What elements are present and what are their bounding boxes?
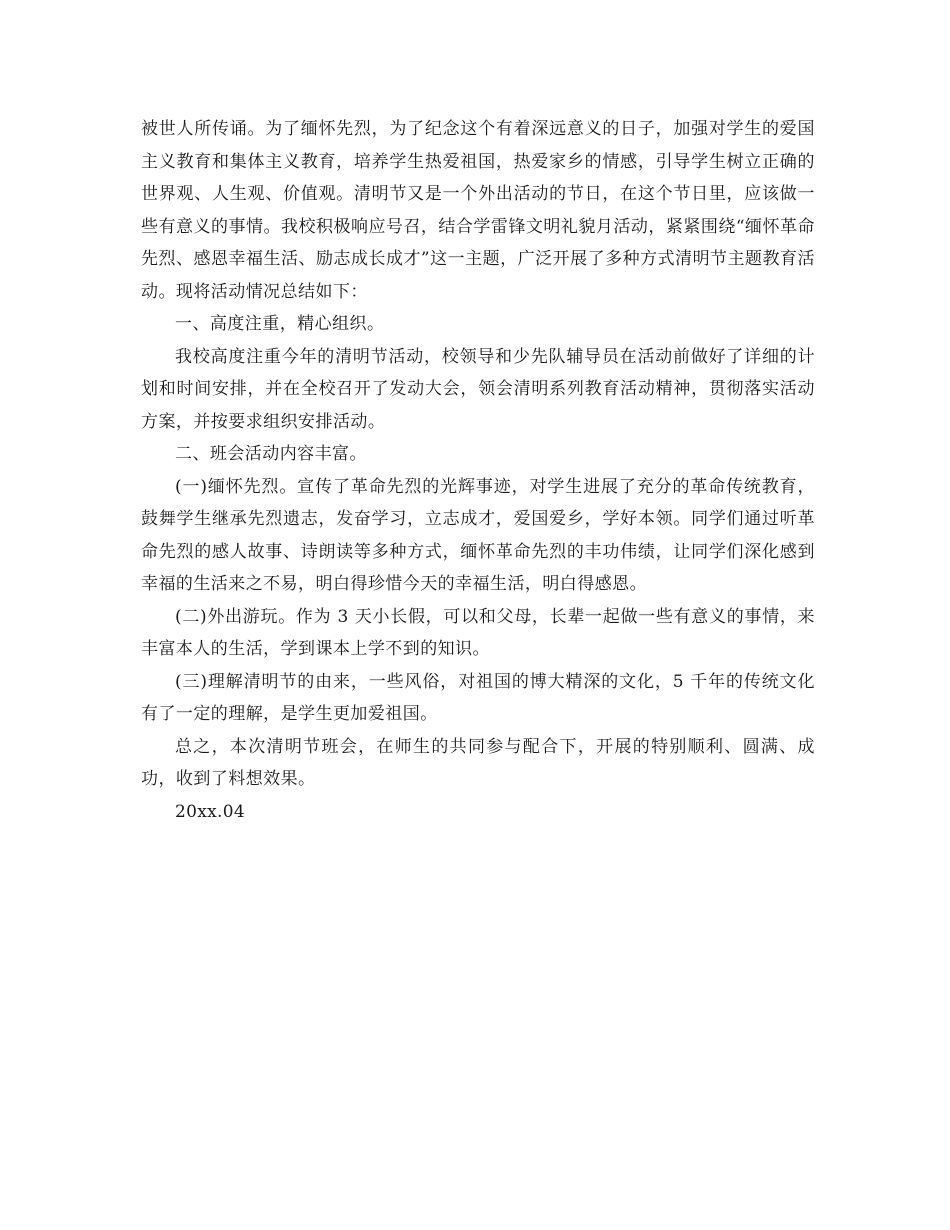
list-item-1: (一)缅怀先烈。宣传了革命先烈的光辉事迹，对学生进展了充分的革命传统教育，鼓舞学生继承先烈遗志，发奋学习，立志成才，爱国爱乡，学好本领。同学们通过听革命先烈的感人故事、诗朗读等多种方式，缅怀革命先烈的丰功伟绩，让同学们深化感到幸福的生活来之不易，明白得珍惜今天的幸福生活，明白得感恩。 — [141, 476, 815, 594]
section-heading-1: 一、高度注重，精心组织。 — [175, 314, 385, 334]
section-heading-2: 二、班会活动内容丰富。 — [175, 444, 367, 464]
conclusion-paragraph: 总之，本次清明节班会，在师生的共同参与配合下，开展的特别顺利、圆满、成功，收到了料想效果。 — [141, 736, 815, 789]
document-date: 20xx.04 — [175, 801, 245, 822]
document-body — [141, 113, 815, 828]
list-item-3: (三)理解清明节的由来，一些风俗，对祖国的博大精深的文化，5 千年的传统文化有了一定的理解，是学生更加爱祖国。 — [141, 671, 815, 724]
list-item-2: (二)外出游玩。作为 3 天小长假，可以和父母，长辈一起做一些有意义的事情，来丰富本人的生活，学到课本上学不到的知识。 — [141, 606, 815, 659]
section-1-paragraph: 我校高度注重今年的清明节活动，校领导和少先队辅导员在活动前做好了详细的计划和时间安排，并在全校召开了发动大会，领会清明系列教育活动精神，贯彻落实活动方案，并按要求组织安排活动。 — [141, 346, 815, 432]
intro-paragraph: 被世人所传诵。为了缅怀先烈，为了纪念这个有着深远意义的日子，加强对学生的爱国主义教育和集体主义教育，培养学生热爱祖国，热爱家乡的情感，引导学生树立正确的世界观、人生观、价值观。清明节又是一个外出活动的节日，在这个节日里，应该做一些有意义的事情。我校积极响应号召，结合学雷锋文明礼貌月活动，紧紧围绕“缅怀革命先烈、感恩幸福生活、励志成长成才”这一主题，广泛开展了多种方式清明节主题教育活动。现将活动情况总结如下： — [141, 119, 815, 302]
